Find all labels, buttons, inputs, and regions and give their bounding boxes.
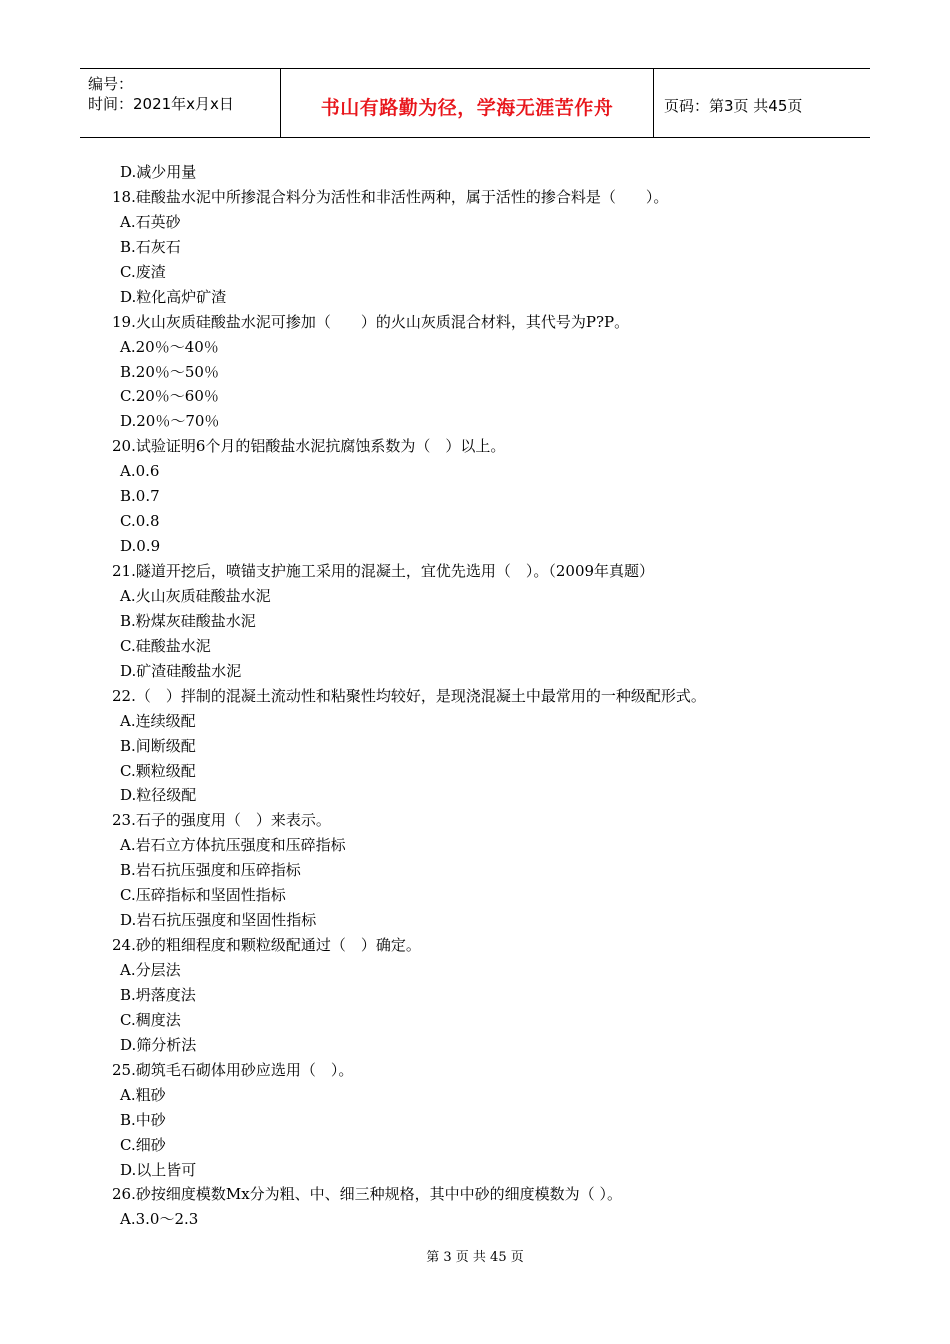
answer-option: D.岩石抗压强度和坚固性指标 — [120, 911, 317, 930]
answer-option: A.20％～40％ — [120, 337, 219, 356]
answer-option: A.火山灰质硅酸盐水泥 — [120, 586, 271, 605]
answer-option: C.细砂 — [120, 1135, 166, 1154]
answer-option: C.硅酸盐水泥 — [120, 636, 211, 655]
question-stem: 19.火山灰质硅酸盐水泥可掺加（ ）的火山灰质混合材料，其代号为P?P。 — [112, 312, 630, 331]
answer-option: C.压碎指标和坚固性指标 — [120, 886, 286, 905]
answer-option: A.石英砂 — [120, 212, 181, 231]
answer-option: D.粒径级配 — [120, 786, 197, 805]
header-page-info: 页码：第3页 共45页 — [664, 96, 803, 115]
answer-option: C.0.8 — [120, 512, 160, 531]
answer-option: B.间断级配 — [120, 736, 196, 755]
page-footer: 第 3 页 共 45 页 — [426, 1250, 524, 1265]
answer-option: C.20％～60％ — [120, 387, 219, 406]
answer-option: D.矿渣硅酸盐水泥 — [120, 661, 242, 680]
answer-option: B.坍落度法 — [120, 985, 196, 1004]
answer-option: D.减少用量 — [120, 163, 197, 181]
question-stem: 21.隧道开挖后，喷锚支护施工采用的混凝土，宜优先选用（ ）。（2009年真题） — [112, 562, 655, 580]
answer-option: A.0.6 — [120, 462, 160, 481]
question-stem: 22.（ ）拌制的混凝土流动性和粘聚性均较好，是现浇混凝土中最常用的一种级配形式。 — [112, 686, 706, 705]
answer-option: C.废渣 — [120, 262, 166, 281]
answer-option: D.筛分析法 — [120, 1035, 197, 1054]
answer-option: B.石灰石 — [120, 237, 181, 256]
question-stem: 20.试验证明6个月的铝酸盐水泥抗腐蚀系数为（ ）以上。 — [112, 437, 506, 456]
question-stem: 26.砂按细度模数Mx分为粗、中、细三种规格，其中中砂的细度模数为（ ）。 — [112, 1185, 622, 1204]
answer-option: A.岩石立方体抗压强度和压碎指标 — [120, 836, 346, 855]
answer-option: D.粒化高炉矿渣 — [120, 287, 227, 306]
answer-option: D.20％～70％ — [120, 412, 220, 431]
answer-option: C.颗粒级配 — [120, 761, 196, 780]
answer-option: B.中砂 — [120, 1110, 166, 1129]
answer-option: A.粗砂 — [120, 1085, 166, 1104]
header-page-cell — [654, 69, 870, 137]
question-stem: 23.石子的强度用（ ）来表示。 — [112, 811, 331, 830]
answer-option: B.岩石抗压强度和压碎指标 — [120, 861, 301, 880]
answer-option: B.0.7 — [120, 487, 160, 506]
document-date-label: 时间：2021年x月x日 — [88, 95, 234, 113]
question-stem: 25.砌筑毛石砌体用砂应选用（ ）。 — [112, 1060, 354, 1079]
document-number-label: 编号： — [88, 75, 134, 93]
answer-option: B.20％～50％ — [120, 362, 219, 381]
question-stem: 18.硅酸盐水泥中所掺混合料分为活性和非活性两种，属于活性的掺合料是（ ）。 — [112, 187, 669, 206]
answer-option: C.稠度法 — [120, 1010, 181, 1029]
answer-option: A.连续级配 — [120, 711, 196, 730]
answer-option: D.以上皆可 — [120, 1160, 197, 1179]
question-stem: 24.砂的粗细程度和颗粒级配通过（ ）确定。 — [112, 936, 421, 955]
question-list — [112, 160, 832, 1232]
header-motto-cell — [281, 69, 654, 137]
answer-option: D.0.9 — [120, 537, 161, 556]
header-meta-cell — [80, 69, 281, 137]
page-header — [80, 68, 870, 138]
answer-option: B.粉煤灰硅酸盐水泥 — [120, 611, 256, 630]
header-motto: 书山有路勤为径，学海无涯苦作舟 — [320, 96, 614, 119]
answer-option: A.分层法 — [120, 961, 181, 979]
answer-option: A.3.0～2.3 — [120, 1210, 199, 1229]
